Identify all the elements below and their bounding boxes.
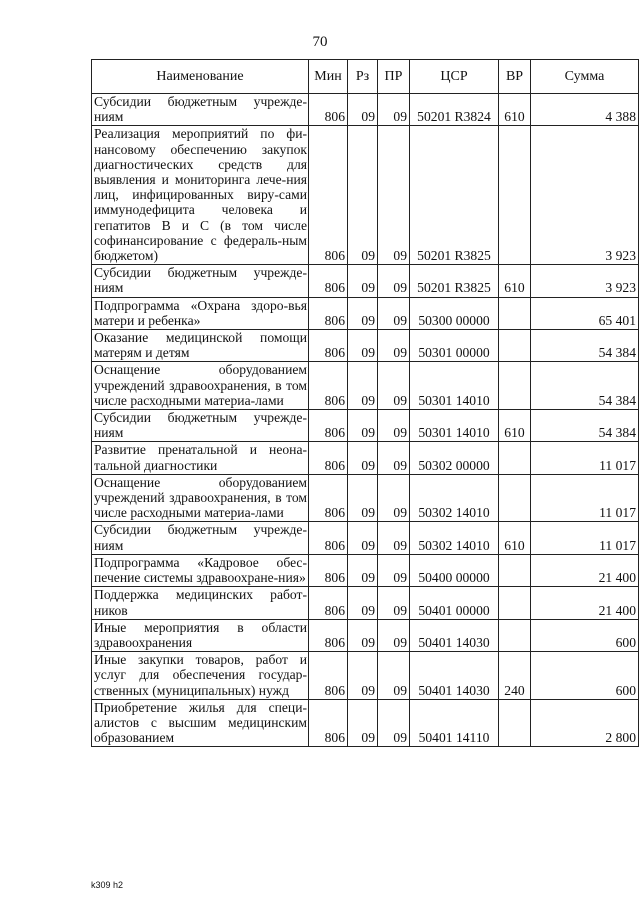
cell-csr: 50302 14010 <box>410 522 499 554</box>
cell-rz: 09 <box>348 265 378 297</box>
cell-pr: 09 <box>378 297 410 329</box>
cell-rz: 09 <box>348 652 378 700</box>
cell-sum: 11 017 <box>531 474 639 522</box>
cell-csr: 50201 R3825 <box>410 126 499 265</box>
cell-sum: 600 <box>531 652 639 700</box>
table-row <box>92 362 639 410</box>
table-row <box>92 554 639 586</box>
cell-pr: 09 <box>378 587 410 619</box>
table-row <box>92 410 639 442</box>
cell-vr: 610 <box>499 522 531 554</box>
cell-pr: 09 <box>378 330 410 362</box>
cell-sum: 11 017 <box>531 522 639 554</box>
cell-name: Оснащение оборудованием учреждений здравоохранения, в том числе расходными материа-лами <box>92 362 309 410</box>
header-sum: Сумма <box>531 60 639 94</box>
cell-name: Оснащение оборудованием учреждений здравоохранения, в том числе расходными материа-лами <box>92 474 309 522</box>
cell-rz: 09 <box>348 362 378 410</box>
table-row <box>92 126 639 265</box>
cell-rz: 09 <box>348 442 378 474</box>
cell-vr <box>499 126 531 265</box>
table-row <box>92 587 639 619</box>
cell-vr <box>499 554 531 586</box>
cell-name: Оказание медицинской помощи матерям и детям <box>92 330 309 362</box>
cell-name: Субсидии бюджетным учрежде-ниям <box>92 265 309 297</box>
cell-vr <box>499 362 531 410</box>
table-row <box>92 330 639 362</box>
cell-min: 806 <box>309 699 348 747</box>
header-csr: ЦСР <box>410 60 499 94</box>
cell-min: 806 <box>309 474 348 522</box>
cell-vr: 240 <box>499 652 531 700</box>
table-row <box>92 522 639 554</box>
cell-rz: 09 <box>348 554 378 586</box>
cell-sum: 21 400 <box>531 554 639 586</box>
cell-name: Поддержка медицинских работ-ников <box>92 587 309 619</box>
cell-pr: 09 <box>378 362 410 410</box>
cell-pr: 09 <box>378 474 410 522</box>
header-rz: Рз <box>348 60 378 94</box>
cell-vr <box>499 587 531 619</box>
cell-csr: 50401 00000 <box>410 587 499 619</box>
cell-rz: 09 <box>348 699 378 747</box>
cell-name: Подпрограмма «Кадровое обес-печение системы здравоохране-ния» <box>92 554 309 586</box>
cell-min: 806 <box>309 587 348 619</box>
cell-vr <box>499 699 531 747</box>
cell-vr <box>499 442 531 474</box>
cell-name: Иные мероприятия в области здравоохранения <box>92 619 309 651</box>
cell-sum: 4 388 <box>531 94 639 126</box>
table-row <box>92 474 639 522</box>
cell-sum: 21 400 <box>531 587 639 619</box>
cell-csr: 50302 00000 <box>410 442 499 474</box>
cell-rz: 09 <box>348 587 378 619</box>
cell-csr: 50301 14010 <box>410 410 499 442</box>
page-number: 70 <box>312 34 328 50</box>
cell-sum: 54 384 <box>531 330 639 362</box>
table-body <box>92 94 639 747</box>
cell-name: Подпрограмма «Охрана здоро-вья матери и ребенка» <box>92 297 309 329</box>
cell-rz: 09 <box>348 94 378 126</box>
cell-pr: 09 <box>378 652 410 700</box>
table-row <box>92 297 639 329</box>
table-row <box>92 265 639 297</box>
cell-vr <box>499 297 531 329</box>
cell-min: 806 <box>309 362 348 410</box>
cell-rz: 09 <box>348 410 378 442</box>
header-vr: ВР <box>499 60 531 94</box>
cell-csr: 50201 R3825 <box>410 265 499 297</box>
cell-vr <box>499 619 531 651</box>
table-row <box>92 94 639 126</box>
cell-csr: 50201 R3824 <box>410 94 499 126</box>
cell-pr: 09 <box>378 126 410 265</box>
cell-rz: 09 <box>348 522 378 554</box>
cell-min: 806 <box>309 265 348 297</box>
cell-vr <box>499 330 531 362</box>
cell-name: Реализация мероприятий по фи-нансовому обеспечению закупок диагностических средств для выявления и мониторинга лече-ния лиц, инфицированных виру-сами иммунодефицита человека и гепатитов В и С (в том числе софинансирование с федераль-ным бюджетом) <box>92 126 309 265</box>
cell-csr: 50401 14030 <box>410 619 499 651</box>
cell-csr: 50401 14110 <box>410 699 499 747</box>
cell-rz: 09 <box>348 126 378 265</box>
cell-min: 806 <box>309 126 348 265</box>
cell-csr: 50302 14010 <box>410 474 499 522</box>
cell-min: 806 <box>309 442 348 474</box>
cell-pr: 09 <box>378 522 410 554</box>
cell-csr: 50300 00000 <box>410 297 499 329</box>
cell-pr: 09 <box>378 442 410 474</box>
table-row <box>92 442 639 474</box>
cell-vr: 610 <box>499 410 531 442</box>
cell-csr: 50400 00000 <box>410 554 499 586</box>
cell-vr: 610 <box>499 94 531 126</box>
cell-pr: 09 <box>378 699 410 747</box>
table-row <box>92 699 639 747</box>
cell-sum: 54 384 <box>531 362 639 410</box>
cell-pr: 09 <box>378 265 410 297</box>
table-row <box>92 619 639 651</box>
cell-name: Субсидии бюджетным учрежде-ниям <box>92 410 309 442</box>
cell-min: 806 <box>309 522 348 554</box>
cell-rz: 09 <box>348 619 378 651</box>
cell-rz: 09 <box>348 474 378 522</box>
cell-sum: 600 <box>531 619 639 651</box>
cell-min: 806 <box>309 652 348 700</box>
cell-pr: 09 <box>378 410 410 442</box>
cell-sum: 3 923 <box>531 265 639 297</box>
budget-table <box>91 59 639 747</box>
cell-pr: 09 <box>378 94 410 126</box>
cell-name: Субсидии бюджетным учрежде-ниям <box>92 94 309 126</box>
table-row <box>92 652 639 700</box>
table-header-row <box>92 60 639 94</box>
cell-sum: 3 923 <box>531 126 639 265</box>
cell-name: Иные закупки товаров, работ и услуг для обеспечения государ-ственных (муниципальных) нужд <box>92 652 309 700</box>
cell-sum: 11 017 <box>531 442 639 474</box>
cell-min: 806 <box>309 330 348 362</box>
cell-rz: 09 <box>348 330 378 362</box>
cell-vr <box>499 474 531 522</box>
cell-sum: 65 401 <box>531 297 639 329</box>
cell-csr: 50301 00000 <box>410 330 499 362</box>
cell-name: Приобретение жилья для специ-алистов с высшим медицинским образованием <box>92 699 309 747</box>
cell-csr: 50401 14030 <box>410 652 499 700</box>
footer-code: k309 h2 <box>91 880 124 890</box>
cell-name: Развитие пренатальной и неона-тальной диагностики <box>92 442 309 474</box>
cell-min: 806 <box>309 410 348 442</box>
header-name: Наименование <box>92 60 309 94</box>
cell-min: 806 <box>309 619 348 651</box>
cell-csr: 50301 14010 <box>410 362 499 410</box>
cell-min: 806 <box>309 297 348 329</box>
cell-sum: 54 384 <box>531 410 639 442</box>
cell-vr: 610 <box>499 265 531 297</box>
cell-min: 806 <box>309 554 348 586</box>
header-min: Мин <box>309 60 348 94</box>
cell-min: 806 <box>309 94 348 126</box>
header-pr: ПР <box>378 60 410 94</box>
cell-sum: 2 800 <box>531 699 639 747</box>
cell-rz: 09 <box>348 297 378 329</box>
cell-pr: 09 <box>378 554 410 586</box>
cell-pr: 09 <box>378 619 410 651</box>
cell-name: Субсидии бюджетным учрежде-ниям <box>92 522 309 554</box>
